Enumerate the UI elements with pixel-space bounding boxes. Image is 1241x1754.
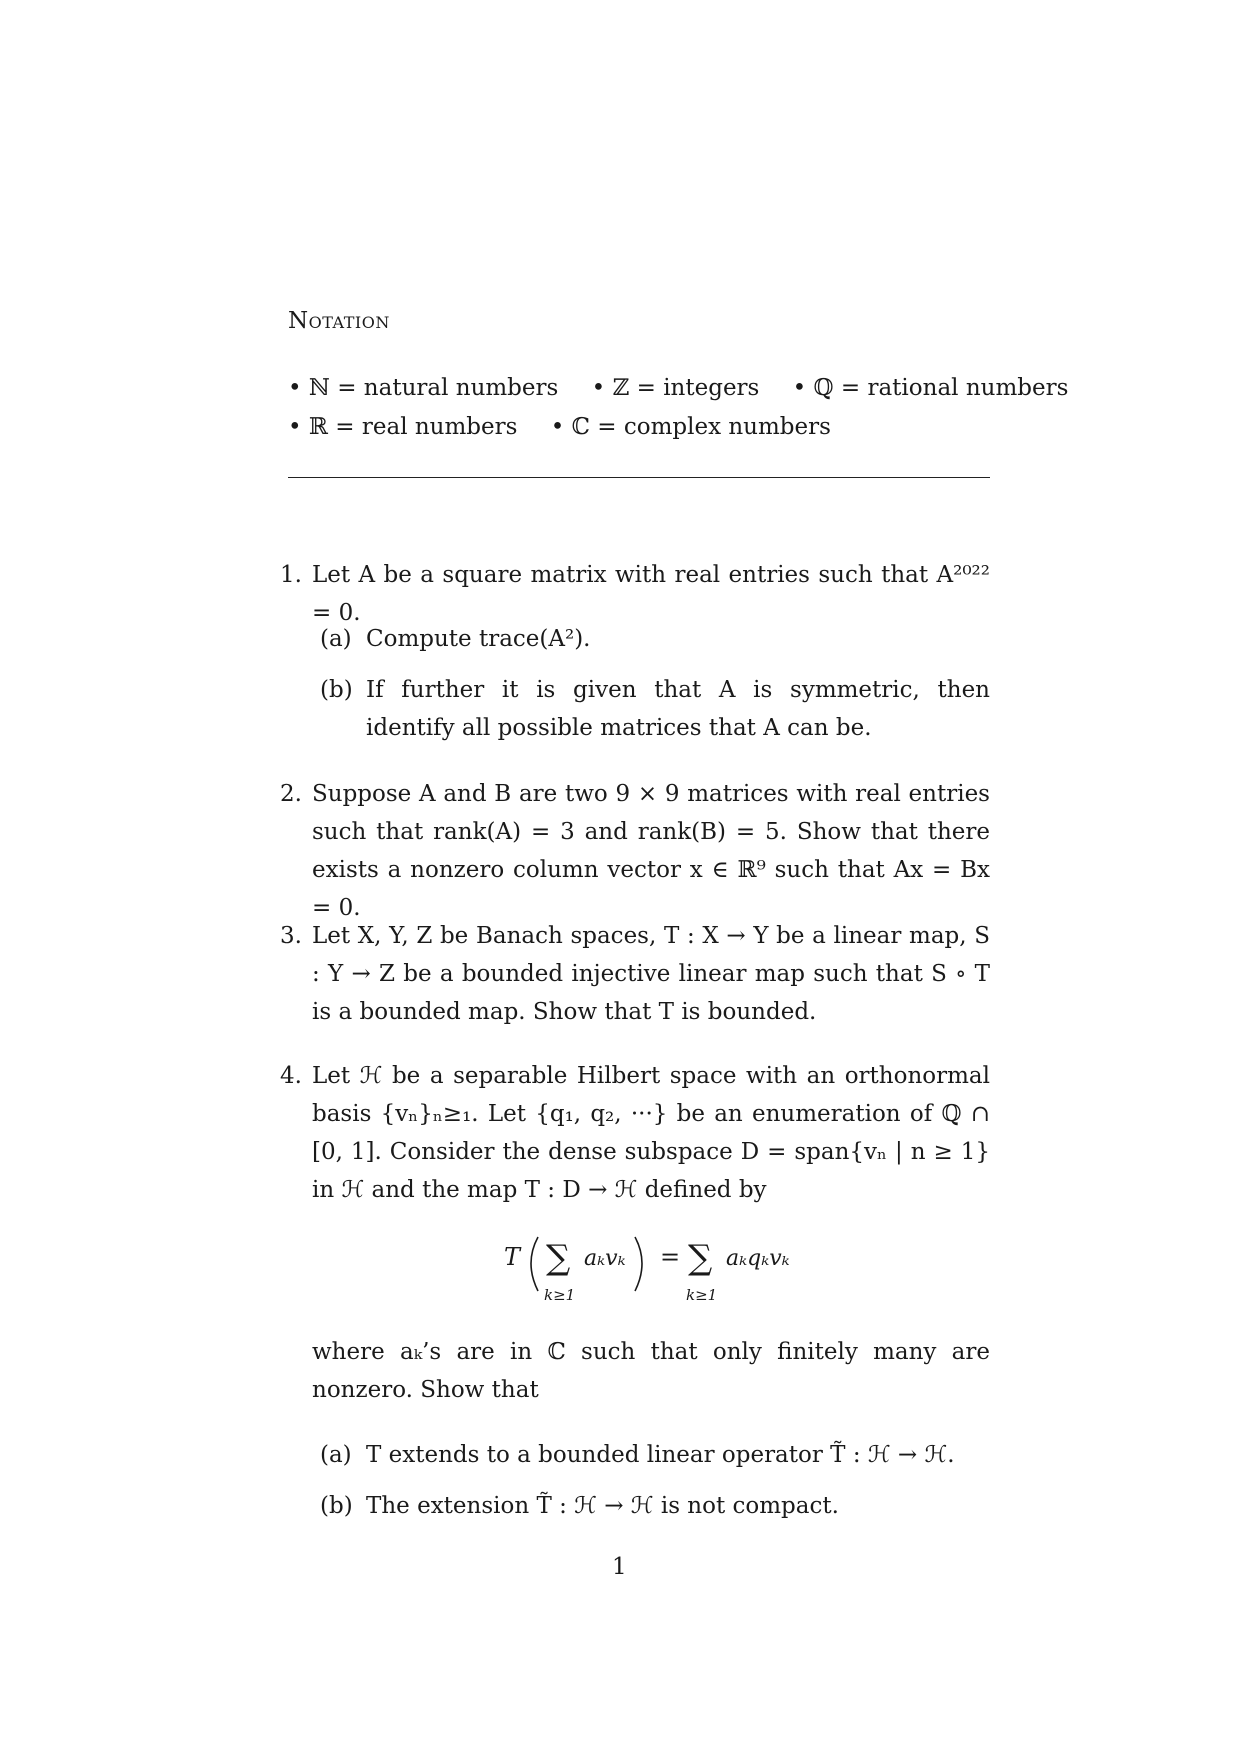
part-text: T extends to a bounded linear operator T̃ : ℋ → ℋ. xyxy=(366,1442,955,1468)
part-text: If further it is given that A is symmetric, then identify all possible matrices that A can be. xyxy=(366,677,990,741)
problem-number: 1. xyxy=(280,562,302,588)
section-divider xyxy=(288,477,990,478)
notation-line-1 xyxy=(288,375,1094,401)
part-text: Compute trace(A²). xyxy=(366,626,591,652)
problem-2 xyxy=(280,775,990,927)
part-label: (a) xyxy=(320,626,352,652)
problem-text: Suppose A and B are two 9 × 9 matrices with real entries such that rank(A) = 3 and rank(B) = 5. Show that there exists a nonzero column vector x ∈ ℝ⁹ such that Ax = Bx = 0. xyxy=(312,781,990,921)
equals-sign: = xyxy=(660,1243,681,1271)
problem-4-continuation xyxy=(280,1333,990,1409)
rhs-term: aₖqₖvₖ xyxy=(726,1246,790,1271)
problem-4b xyxy=(320,1487,1000,1525)
problem-3 xyxy=(280,917,990,1031)
display-formula xyxy=(500,1225,820,1315)
part-text: The extension T̃ : ℋ → ℋ is not compact. xyxy=(366,1493,839,1519)
notation-complex: • ℂ = complex numbers xyxy=(550,414,831,440)
notation-natural: • ℕ = natural numbers xyxy=(288,375,559,401)
formula-graphic xyxy=(500,1225,820,1315)
problem-4a xyxy=(320,1436,1000,1474)
part-label: (a) xyxy=(320,1442,352,1468)
sum-symbol-right: ∑ xyxy=(688,1238,713,1278)
problem-1a xyxy=(320,620,1000,658)
part-label: (b) xyxy=(320,677,353,703)
right-paren xyxy=(635,1237,642,1291)
problem-4 xyxy=(280,1057,990,1209)
problem-number: 2. xyxy=(280,781,302,807)
problem-number: 4. xyxy=(280,1063,302,1089)
problem-text: Let A be a square matrix with real entries such that A²⁰²² = 0. xyxy=(312,562,990,626)
sum-symbol-left: ∑ xyxy=(546,1238,571,1278)
notation-integers: • ℤ = integers xyxy=(591,375,760,401)
problem-1b xyxy=(320,671,990,747)
formula-operator: T xyxy=(504,1243,521,1271)
sum-index-left: k≥1 xyxy=(544,1286,576,1304)
problem-text: Let ℋ be a separable Hilbert space with an orthonormal basis {vₙ}ₙ≥₁. Let {q₁, q₂, ···} be an enumeration of ℚ ∩ [0, 1]. Consider the dense subspace D = span{vₙ | n ≥ 1} in ℋ and the map T : D → ℋ defined by xyxy=(312,1063,990,1203)
left-paren xyxy=(531,1237,538,1291)
problem-after-text: where aₖ’s are in ℂ such that only finitely many are nonzero. Show that xyxy=(312,1339,990,1403)
problem-number: 3. xyxy=(280,923,302,949)
notation-heading: Notation xyxy=(288,308,390,334)
sum-index-right: k≥1 xyxy=(686,1286,718,1304)
lhs-term: aₖvₖ xyxy=(584,1246,626,1271)
notation-rationals: • ℚ = rational numbers xyxy=(792,375,1069,401)
notation-reals: • ℝ = real numbers xyxy=(288,414,518,440)
notation-line-2 xyxy=(288,414,857,440)
problem-text: Let X, Y, Z be Banach spaces, T : X → Y be a linear map, S : Y → Z be a bounded injective linear map such that S ∘ T is a bounded map. Show that T is bounded. xyxy=(312,923,990,1025)
page-number: 1 xyxy=(612,1554,627,1580)
part-label: (b) xyxy=(320,1493,353,1519)
